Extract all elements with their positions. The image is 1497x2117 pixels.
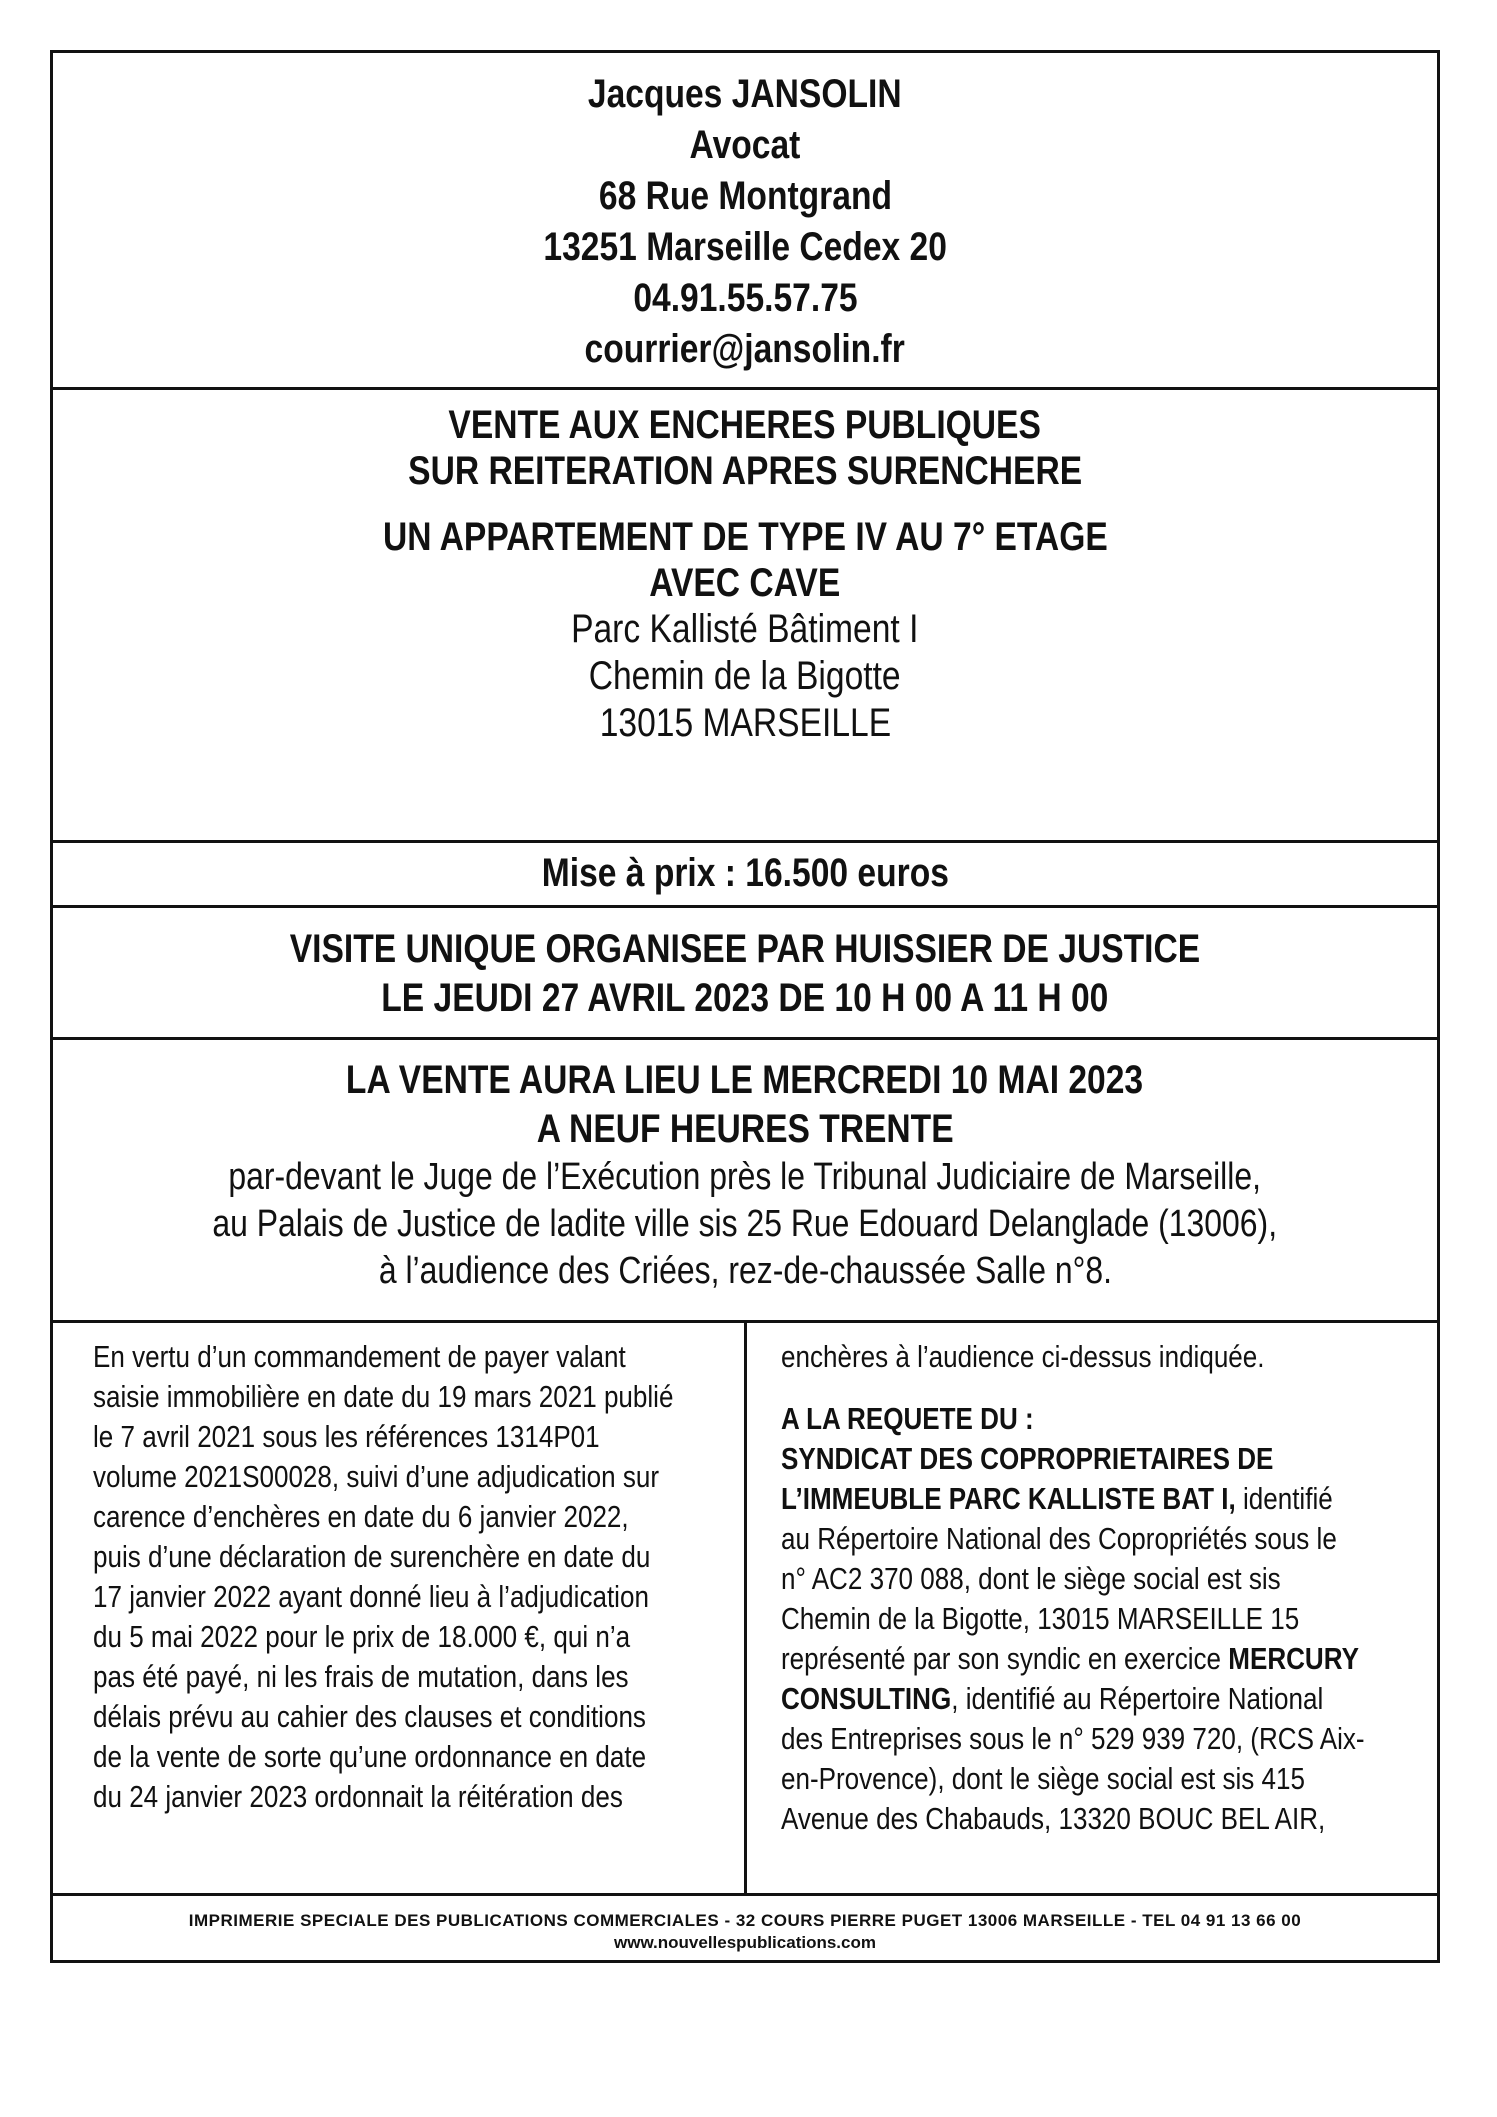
body-left-line: pas été payé, ni les frais de mutation, dans les — [93, 1659, 629, 1694]
address-line-1: Parc Kallisté Bâtiment I — [571, 607, 919, 651]
representative-line-2-rest: , identifié au Répertoire National — [951, 1681, 1324, 1716]
printer-footer — [53, 1893, 1437, 1963]
body-left-line: de la vente de sorte qu’une ordonnance en date — [93, 1739, 647, 1774]
auction-detail-2: au Palais de Justice de ladite ville sis 25 Rue Edouard Delanglade (13006), — [212, 1203, 1278, 1245]
body-right-line: Avenue des Chabauds, 13320 BOUC BEL AIR, — [781, 1801, 1326, 1836]
sale-title-1: VENTE AUX ENCHERES PUBLIQUES — [448, 403, 1042, 447]
party-line-2-rest: identifié — [1235, 1481, 1333, 1516]
printer-info: IMPRIMERIE SPECIALE DES PUBLICATIONS COMMERCIALES - 32 COURS PIERRE PUGET 13006 MARSEILLE - TEL 04 91 13 66 00 — [188, 1911, 1302, 1930]
body-right-line: au Répertoire National des Copropriétés sous le — [781, 1521, 1337, 1556]
representative-line-2 — [781, 1679, 1323, 1719]
legal-notice — [50, 50, 1440, 1963]
auction-line-1: LA VENTE AURA LIEU LE MERCREDI 10 MAI 2023 — [346, 1058, 1144, 1102]
body-left-line: En vertu d’un commandement de payer valant — [93, 1339, 626, 1374]
property-line-2: AVEC CAVE — [649, 561, 841, 605]
lawyer-name: Jacques JANSOLIN — [588, 72, 902, 116]
body-left-line: délais prévu au cahier des clauses et conditions — [93, 1699, 646, 1734]
starting-price: Mise à prix : 16.500 euros — [541, 851, 949, 895]
visit-line-2: LE JEUDI 27 AVRIL 2023 DE 10 H 00 A 11 H 00 — [381, 976, 1109, 1020]
body-right-column — [747, 1323, 1437, 1893]
body-left-line: carence d’enchères en date du 6 janvier 2022, — [93, 1499, 629, 1534]
body-right-line: des Entreprises sous le n° 529 939 720, (RCS Aix- — [781, 1721, 1365, 1756]
lawyer-city: 13251 Marseille Cedex 20 — [543, 225, 947, 269]
sale-section — [53, 390, 1437, 843]
sale-title-2: SUR REITERATION APRES SURENCHERE — [408, 449, 1082, 493]
lawyer-title: Avocat — [689, 123, 801, 167]
body-left-line: saisie immobilière en date du 19 mars 2021 publié — [93, 1379, 674, 1414]
body-left-line: du 5 mai 2022 pour le prix de 18.000 €, qui n’a — [93, 1619, 631, 1654]
auction-section — [53, 1040, 1437, 1323]
body-right-line: n° AC2 370 088, dont le siège social est sis — [781, 1561, 1281, 1596]
visit-line-1: VISITE UNIQUE ORGANISEE PAR HUISSIER DE JUSTICE — [289, 927, 1201, 971]
representative-name-2: CONSULTING — [781, 1681, 952, 1716]
body-left-line: le 7 avril 2021 sous les références 1314P01 — [93, 1419, 600, 1454]
price-section — [53, 843, 1437, 908]
body-left-line: du 24 janvier 2023 ordonnait la réitération des — [93, 1779, 623, 1814]
lawyer-phone: 04.91.55.57.75 — [632, 276, 858, 320]
representative-line — [781, 1639, 1359, 1679]
body-right-intro: enchères à l’audience ci-dessus indiquée. — [781, 1339, 1265, 1374]
body-right-line: Chemin de la Bigotte, 13015 MARSEILLE 15 — [781, 1601, 1300, 1636]
party-name-bold: L’IMMEUBLE PARC KALLISTE BAT I, — [781, 1481, 1236, 1516]
auction-detail-1: par-devant le Juge de l’Exécution près le Tribunal Judiciaire de Marseille, — [228, 1156, 1262, 1198]
representative-name-1: MERCURY — [1228, 1641, 1359, 1676]
printer-website[interactable]: www.nouvellespublications.com — [614, 1933, 876, 1952]
party-line-1: SYNDICAT DES COPROPRIETAIRES DE — [781, 1441, 1274, 1476]
party-line-2 — [781, 1479, 1333, 1519]
lawyer-street: 68 Rue Montgrand — [598, 174, 892, 218]
address-line-3: 13015 MARSEILLE — [599, 701, 891, 745]
representative-prefix: représenté par son syndic en exercice — [781, 1641, 1229, 1676]
property-line-1: UN APPARTEMENT DE TYPE IV AU 7° ETAGE — [382, 515, 1108, 559]
auction-line-2: A NEUF HEURES TRENTE — [536, 1107, 954, 1151]
request-heading: A LA REQUETE DU : — [781, 1401, 1034, 1436]
body-right-line: en-Provence), dont le siège social est sis 415 — [781, 1761, 1305, 1796]
address-line-2: Chemin de la Bigotte — [589, 654, 901, 698]
body-left-line: 17 janvier 2022 ayant donné lieu à l’adjudication — [93, 1579, 649, 1614]
body-left-line: puis d’une déclaration de surenchère en date du — [93, 1539, 651, 1574]
body-left-line: volume 2021S00028, suivi d’une adjudication sur — [93, 1459, 660, 1494]
auction-detail-3: à l’audience des Criées, rez-de-chaussée Salle n°8. — [378, 1250, 1112, 1292]
lawyer-email: courrier@jansolin.fr — [584, 327, 906, 371]
lawyer-header — [53, 53, 1437, 390]
body-left-column — [53, 1323, 747, 1893]
visit-section — [53, 908, 1437, 1040]
